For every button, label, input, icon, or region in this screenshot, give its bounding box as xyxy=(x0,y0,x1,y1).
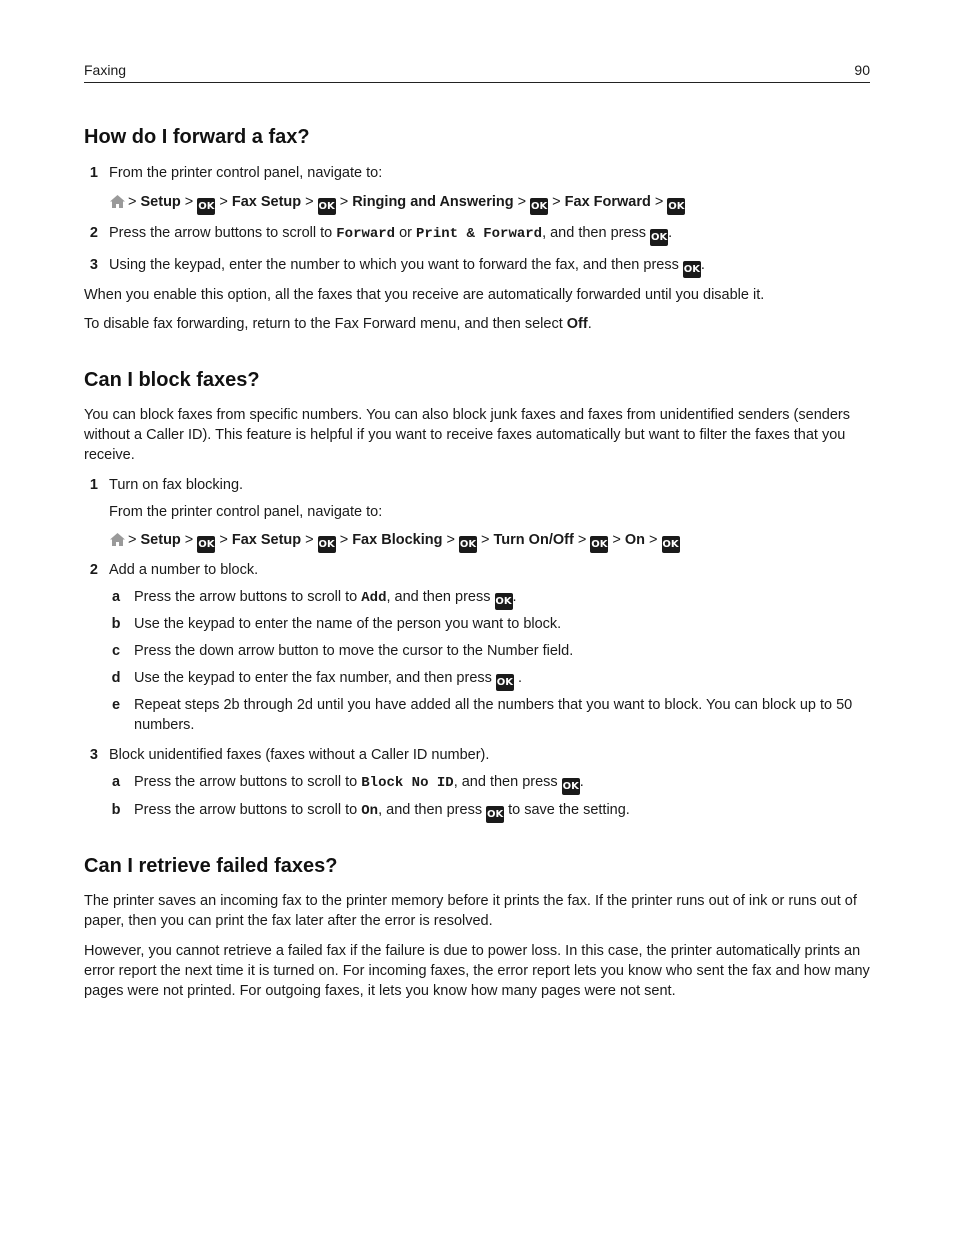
nav-fax-blocking: Fax Blocking xyxy=(352,532,443,548)
nav-ringing-answering: Ringing and Answering xyxy=(352,194,514,210)
block-intro: You can block faxes from specific numbers. You can also block junk faxes and faxes from unidentified senders (senders without a Caller ID). This feature is helpful if you want to receive faxes automatically but want to filter the faxes that you receive. xyxy=(84,407,850,463)
nav-fax-setup: Fax Setup xyxy=(231,194,302,210)
ok-button-icon: OK xyxy=(530,198,548,215)
ok-button-icon: OK xyxy=(683,261,701,278)
ok-button-icon: OK xyxy=(650,229,668,246)
forward-nav-path: > Setup > OK > Fax Setup > OK > Ringing and Answering > OK > Fax Forward > OK xyxy=(109,192,685,215)
forward-paragraph-2: To disable fax forwarding, return to the Fax Forward menu, and then select Off. xyxy=(84,316,592,332)
retrieve-paragraph-1: The printer saves an incoming fax to the printer memory before it prints the fax. If the printer runs out of ink or runs out of paper, then you can print the fax later after the error is resolved. xyxy=(84,893,857,929)
ok-button-icon: OK xyxy=(318,536,336,553)
ok-button-icon: OK xyxy=(486,806,504,823)
step-number: 2 xyxy=(89,562,98,578)
step-text: Turn on fax blocking. xyxy=(109,477,244,493)
nav-setup: Setup xyxy=(140,532,181,548)
nav-fax-forward: Fax Forward xyxy=(564,194,651,210)
page-header xyxy=(84,60,870,83)
nav-on: On xyxy=(624,532,645,548)
home-icon xyxy=(109,194,126,209)
step-number: 2 xyxy=(89,225,98,241)
ok-button-icon: OK xyxy=(590,536,608,553)
ok-button-icon: OK xyxy=(496,674,514,691)
block-nav-path: > Setup > OK > Fax Setup > OK > Fax Blocking > OK > Turn On/Off > OK > On > OK xyxy=(109,530,680,553)
step-number: 1 xyxy=(89,477,98,493)
ok-button-icon: OK xyxy=(318,198,336,215)
nav-setup: Setup xyxy=(140,194,181,210)
step-number: 1 xyxy=(89,165,98,181)
retrieve-paragraph-2: However, you cannot retrieve a failed fax if the failure is due to power loss. In this case, the printer automatically prints an error report the next time it is turned on. For incoming faxes, the error report lets you know who sent the fax and how many pages were not printed. For outgoing faxes, it lets you know how many pages were not sent. xyxy=(84,943,870,999)
ok-button-icon: OK xyxy=(459,536,477,553)
home-icon xyxy=(109,532,126,547)
ok-button-icon: OK xyxy=(667,198,685,215)
section-name: Faxing xyxy=(84,62,127,78)
forward-paragraph-1: When you enable this option, all the faxes that you receive are automatically forwarded until you disable it. xyxy=(84,287,765,303)
heading-block-faxes: Can I block faxes? xyxy=(84,369,260,391)
page-number: 90 xyxy=(854,62,870,78)
nav-turn-on-off: Turn On/Off xyxy=(493,532,574,548)
step-number: 3 xyxy=(89,257,98,273)
heading-retrieve-faxes: Can I retrieve failed faxes? xyxy=(84,855,338,877)
ok-button-icon: OK xyxy=(495,593,513,610)
ok-button-icon: OK xyxy=(662,536,680,553)
heading-forward-fax: How do I forward a fax? xyxy=(84,126,310,148)
step-text: Press the arrow buttons to scroll to Forward or Print & Forward, and then press OK. xyxy=(109,223,869,246)
step-text: Block unidentified faxes (faxes without a Caller ID number). xyxy=(109,747,490,763)
ok-button-icon: OK xyxy=(197,536,215,553)
step-text: Using the keypad, enter the number to which you want to forward the fax, and then press OK. xyxy=(109,255,869,278)
ok-button-icon: OK xyxy=(197,198,215,215)
ok-button-icon: OK xyxy=(562,778,580,795)
step-number: 3 xyxy=(89,747,98,763)
nav-fax-setup: Fax Setup xyxy=(231,532,302,548)
step-text: From the printer control panel, navigate to: xyxy=(109,165,383,181)
step-text: Add a number to block. xyxy=(109,562,259,578)
